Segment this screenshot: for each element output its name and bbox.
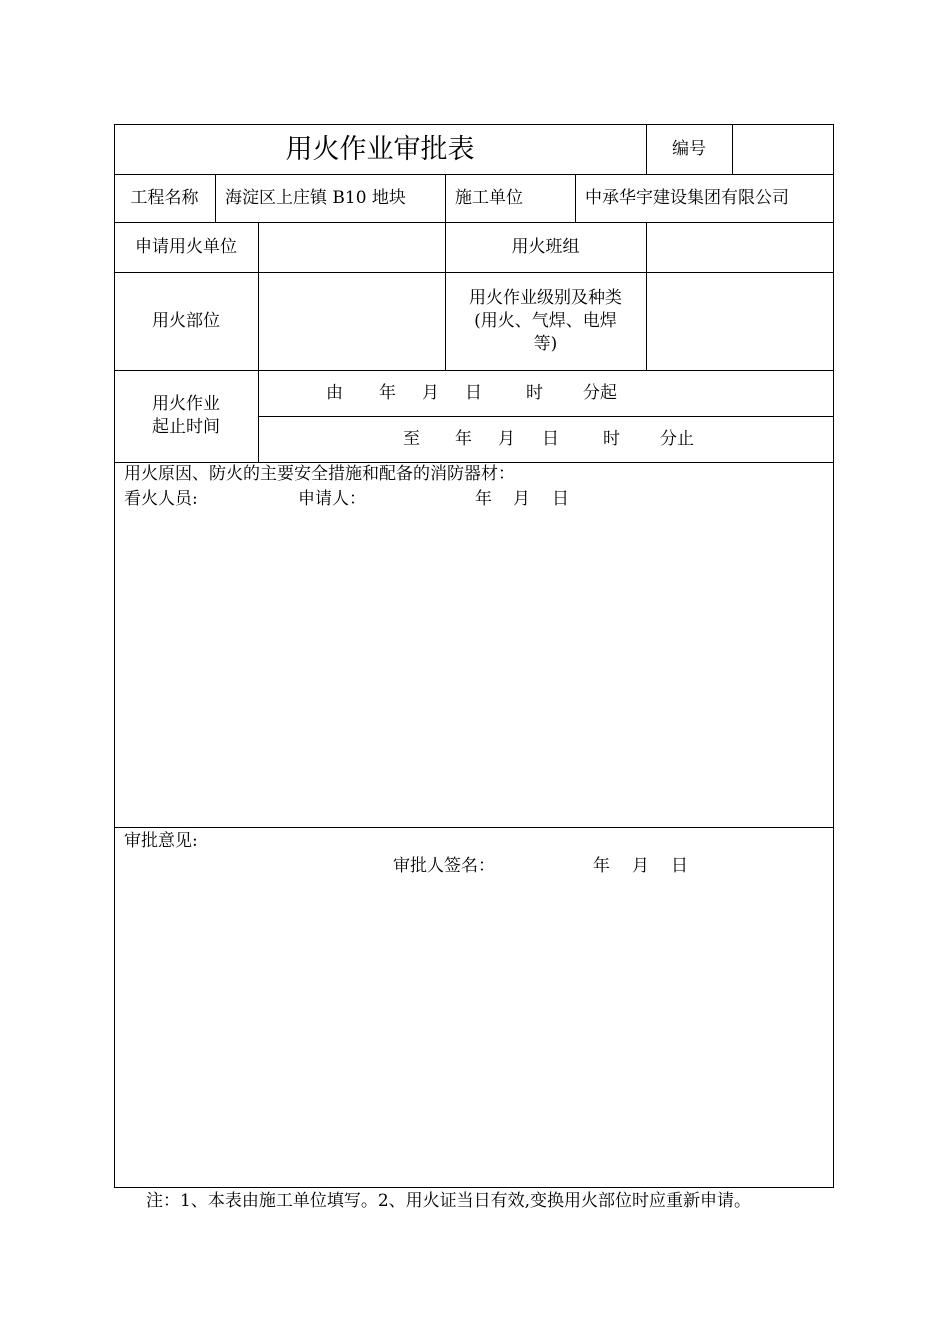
fire-level-label-line2: (用火、气焊、电焊 bbox=[474, 310, 617, 331]
time-from-day: 日 bbox=[465, 383, 482, 403]
fire-team-field[interactable] bbox=[646, 222, 833, 272]
approver-date-year: 年 bbox=[593, 856, 610, 876]
fire-team-label: 用火班组 bbox=[511, 236, 580, 257]
time-to-prefix: 至 bbox=[403, 429, 420, 449]
construction-unit-value[interactable]: 中承华宇建设集团有限公司 bbox=[585, 187, 789, 208]
time-label-line1: 用火作业 bbox=[152, 394, 220, 414]
border-bottom bbox=[114, 1187, 833, 1188]
applicant-label: 申请人： bbox=[298, 489, 366, 509]
time-label-line2: 起止时间 bbox=[152, 417, 220, 437]
applicant-date-year: 年 bbox=[475, 489, 492, 509]
time-to-row[interactable] bbox=[258, 416, 833, 462]
applicant-date-day: 日 bbox=[552, 489, 569, 509]
watcher-label: 看火人员: bbox=[124, 489, 198, 509]
project-name-value[interactable]: 海淀区上庄镇 B10 地块 bbox=[225, 187, 406, 208]
number-field[interactable] bbox=[732, 124, 833, 174]
time-from-prefix: 由 bbox=[326, 383, 343, 403]
measures-section[interactable] bbox=[114, 462, 833, 827]
fire-level-label-line3: 等) bbox=[533, 333, 558, 354]
time-to-hour: 时 bbox=[603, 429, 620, 449]
fire-location-label: 用火部位 bbox=[152, 310, 220, 331]
time-from-month: 月 bbox=[422, 383, 439, 403]
approval-label: 审批意见: bbox=[124, 831, 198, 851]
number-label: 编号 bbox=[672, 138, 706, 159]
time-to-year: 年 bbox=[455, 429, 472, 449]
time-label bbox=[114, 370, 258, 462]
project-name-label: 工程名称 bbox=[130, 187, 199, 208]
approver-date-month: 月 bbox=[632, 856, 649, 876]
time-from-row[interactable] bbox=[258, 370, 833, 416]
approval-section[interactable] bbox=[114, 827, 833, 1187]
applicant-date-month: 月 bbox=[513, 489, 530, 509]
applicant-unit-field[interactable] bbox=[258, 222, 445, 272]
fire-level-field[interactable] bbox=[646, 272, 833, 370]
fire-level-label-line1: 用火作业级别及种类 bbox=[469, 287, 622, 308]
time-from-minute: 分起 bbox=[583, 383, 617, 403]
form-title: 用火作业审批表 bbox=[285, 133, 475, 165]
approver-label: 审批人签名： bbox=[393, 856, 495, 876]
applicant-unit-label: 申请用火单位 bbox=[135, 236, 237, 257]
time-to-day: 日 bbox=[542, 429, 559, 449]
footnote: 注：1、本表由施工单位填写。2、用火证当日有效,变换用火部位时应重新申请。 bbox=[146, 1191, 752, 1211]
time-from-year: 年 bbox=[379, 383, 396, 403]
time-to-month: 月 bbox=[498, 429, 515, 449]
border-right bbox=[833, 124, 834, 1188]
fire-permit-form bbox=[114, 124, 833, 1187]
construction-unit-label: 施工单位 bbox=[455, 187, 523, 208]
approver-date-day: 日 bbox=[671, 856, 688, 876]
time-from-hour: 时 bbox=[526, 383, 543, 403]
fire-location-field[interactable] bbox=[258, 272, 445, 370]
time-to-minute: 分止 bbox=[660, 429, 694, 449]
fire-level-label bbox=[445, 272, 646, 370]
measures-label: 用火原因、防火的主要安全措施和配备的消防器材： bbox=[124, 464, 515, 484]
